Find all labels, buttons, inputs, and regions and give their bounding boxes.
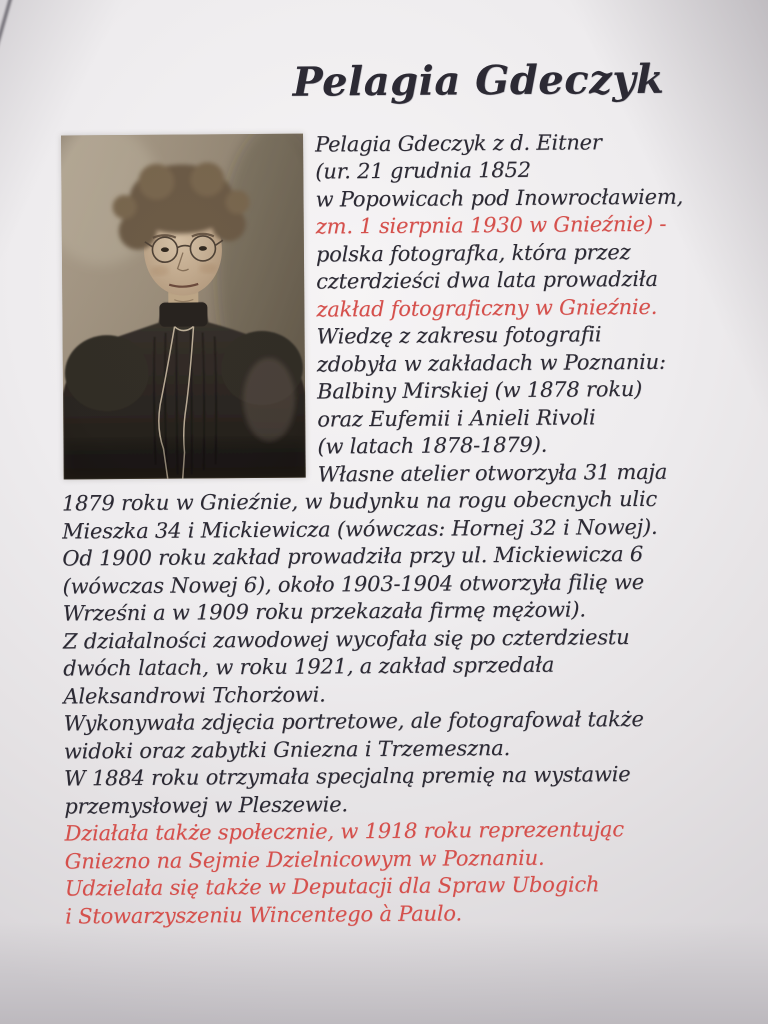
text-line-red: Udzielała się także w Deputacji dla Spraw Ubogich <box>64 872 600 901</box>
text-line-red: zakład fotograficzny w Gnieźnie. <box>316 294 658 322</box>
text-line-red: zm. 1 sierpnia 1930 w Gnieźnie) - <box>315 212 667 239</box>
text-line: Własne atelier otworzyła 31 maja <box>317 459 668 487</box>
portrait-photo <box>61 133 306 479</box>
article-body <box>0 128 768 932</box>
text-line: czterdzieści dwa lata prowadziła <box>316 267 658 294</box>
text-line: Od 1900 roku zakład prowadziła przy ul. Mickiewicza 6 <box>62 542 644 571</box>
text-line: (w latach 1878-1879). <box>317 433 548 459</box>
text-line: Mieszka 34 i Mickiewicza (wówczas: Hornej 32 i Nowej). <box>62 514 658 544</box>
text-line: dwóch latach, w roku 1921, a zakład sprzedała <box>63 652 555 681</box>
text-line: oraz Eufemii i Anieli Rivoli <box>317 405 596 432</box>
text-line: widoki oraz zabytki Gniezna i Trzemeszna. <box>63 735 511 764</box>
text-line-red: Gniezno na Sejmie Dzielnicowym w Poznaniu. <box>64 845 545 874</box>
page-title: Pelagia Gdeczyk <box>292 55 665 106</box>
text-line: polska fotografka, która przez <box>315 239 631 267</box>
text-line: (ur. 21 grudnia 1852 <box>315 158 531 184</box>
text-line-red: Działała także społecznie, w 1918 roku reprezentując <box>64 817 624 846</box>
text-line: 1879 roku w Gnieźnie, w budynku na rogu obecnych ulic <box>61 487 658 516</box>
text-line: W 1884 roku otrzymała specjalną premię na wystawie <box>63 762 631 791</box>
text-line: w Popowicach pod Inowrocławiem, <box>315 184 684 212</box>
text-line: Aleksandrowi Tchorżowi. <box>63 682 326 709</box>
text-line: Pelagia Gdeczyk z d. Eitner <box>315 130 602 157</box>
text-line-red: i Stowarzyszeniu Wincentego à Paulo. <box>65 901 462 929</box>
text-line: przemysłowej w Pleszewie. <box>64 792 348 819</box>
text-line: Wiedzę z zakresu fotografii <box>316 322 602 349</box>
portrait-illustration <box>61 133 306 479</box>
text-line: (wówczas Nowej 6), około 1903-1904 otworzyła filię we <box>62 569 645 599</box>
text-line: Balbiny Mirskiej (w 1878 roku) <box>316 377 643 404</box>
text-line: zdobyła w zakładach w Poznaniu: <box>316 349 666 377</box>
text-line: Z działalności zawodowej wycofała się po czterdziestu <box>62 624 630 654</box>
text-line: Wykonywała zdjęcia portretowe, ale fotografował także <box>63 707 644 736</box>
text-line: Wrześni a w 1909 roku przekazała firmę mężowi). <box>62 597 586 626</box>
